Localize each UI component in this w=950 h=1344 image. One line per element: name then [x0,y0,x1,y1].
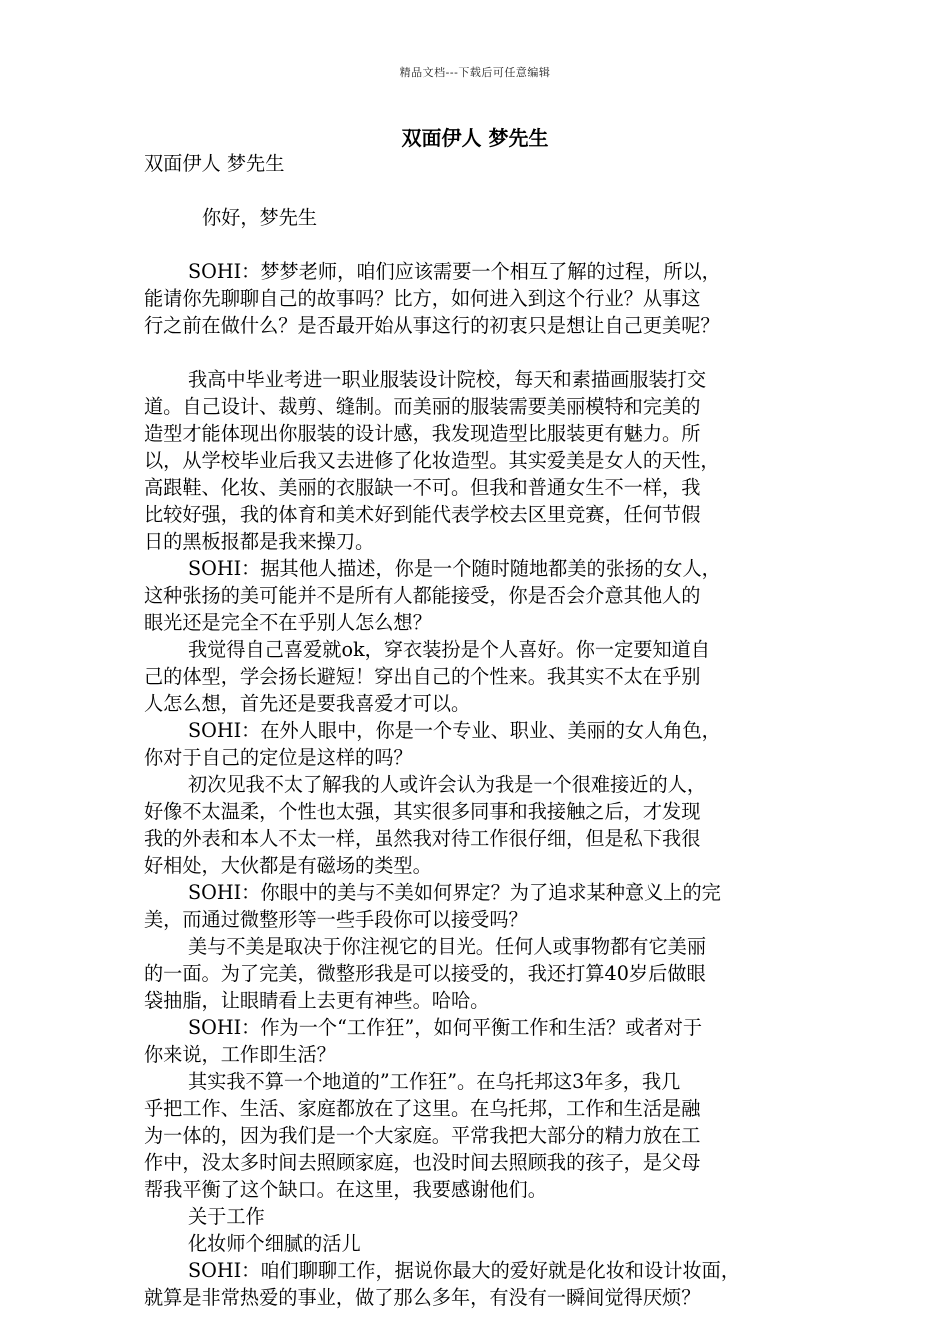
text-line: 美，而通过微整形等一些手段你可以接受吗？ [144,908,528,931]
spacer [144,339,810,366]
text-line: 为一体的，因为我们是一个大家庭。平常我把大部分的精力放在工 [144,1124,701,1147]
greeting: 你好，梦先生 [202,206,318,229]
spacer [144,231,810,258]
text-line: 我的外表和本人不太一样，虽然我对待工作很仔细，但是私下我很 [144,827,701,850]
text-line: 我觉得自己喜爱就ok，穿衣装扮是个人喜好。你一定要知道自 [188,638,711,661]
section-subheading: 化妆师个细腻的活儿 [188,1232,361,1255]
text-line: 作中，没太多时间去照顾家庭，也没时间去照顾我的孩子，是父母 [144,1151,701,1174]
text-line: 帮我平衡了这个缺口。在这里，我要感谢他们。 [144,1178,547,1201]
text-line: 就算是非常热爱的事业，做了那么多年，有没有一瞬间觉得厌烦？ [144,1286,701,1309]
text-line: SOHI：咱们聊聊工作，据说你最大的爱好就是化妆和设计妆面， [188,1259,741,1282]
text-line: 眼光还是完全不在乎别人怎么想？ [144,611,432,634]
text-line: 其实我不算一个地道的”工作狂”。在乌托邦这3年多，我几 [188,1070,681,1093]
text-line: 好像不太温柔，个性也太强，其实很多同事和我接触之后，才发现 [144,800,701,823]
text-line: SOHI：梦梦老师，咱们应该需要一个相互了解的过程，所以， [188,260,721,283]
text-line: 好相处，大伙都是有磁场的类型。 [144,854,432,877]
text-line: SOHI：你眼中的美与不美如何界定？为了追求某种意义上的完 [188,881,721,904]
text-line: SOHI：作为一个“工作狂”，如何平衡工作和生活？或者对于 [188,1016,703,1039]
spacer [144,177,810,204]
text-line: 袋抽脂，让眼睛看上去更有神些。哈哈。 [144,989,490,1012]
text-line: 日的黑板报都是我来操刀。 [144,530,375,553]
text-line: 人怎么想，首先还是要我喜爱才可以。 [144,692,471,715]
document-body [144,150,810,1311]
text-line: SOHI：在外人眼中，你是一个专业、职业、美丽的女人角色， [188,719,721,742]
text-line: SOHI：据其他人描述，你是一个随时随地都美的张扬的女人， [188,557,721,580]
text-line: 美与不美是取决于你注视它的目光。任何人或事物都有它美丽 [188,935,707,958]
section-heading: 关于工作 [188,1205,265,1228]
text-line: 高跟鞋、化妆、美丽的衣服缺一不可。但我和普通女生不一样，我 [144,476,701,499]
text-line: 能请你先聊聊自己的故事吗？比方，如何进入到这个行业？从事这 [144,287,701,310]
document-title: 双面伊人 梦先生 [401,126,549,150]
text-line: 你对于自己的定位是这样的吗？ [144,746,413,769]
text-line: 你来说，工作即生活？ [144,1043,336,1066]
header-note: 精品文档---下载后可任意编辑 [399,66,551,79]
text-line: 以，从学校毕业后我又去进修了化妆造型。其实爱美是女人的天性， [144,449,720,472]
text-line: 乎把工作、生活、家庭都放在了这里。在乌托邦，工作和生活是融 [144,1097,701,1120]
text-line: 己的体型，学会扬长避短！穿出自己的个性来。我其实不太在乎别 [144,665,701,688]
text-line: 这种张扬的美可能并不是所有人都能接受，你是否会介意其他人的 [144,584,701,607]
text-line: 我高中毕业考进一职业服装设计院校，每天和素描画服装打交 [188,368,707,391]
text-line: 道。自己设计、裁剪、缝制。而美丽的服装需要美丽模特和完美的 [144,395,701,418]
text-line: 的一面。为了完美，微整形我是可以接受的，我还打算40岁后做眼 [144,962,706,985]
text-line: 初次见我不太了解我的人或许会认为我是一个很难接近的人， [188,773,707,796]
subtitle: 双面伊人 梦先生 [144,152,285,175]
text-line: 造型才能体现出你服装的设计感，我发现造型比服装更有魅力。所 [144,422,701,445]
text-line: 比较好强，我的体育和美术好到能代表学校去区里竞赛，任何节假 [144,503,701,526]
text-line: 行之前在做什么？是否最开始从事这行的初衷只是想让自己更美呢？ [144,314,720,337]
